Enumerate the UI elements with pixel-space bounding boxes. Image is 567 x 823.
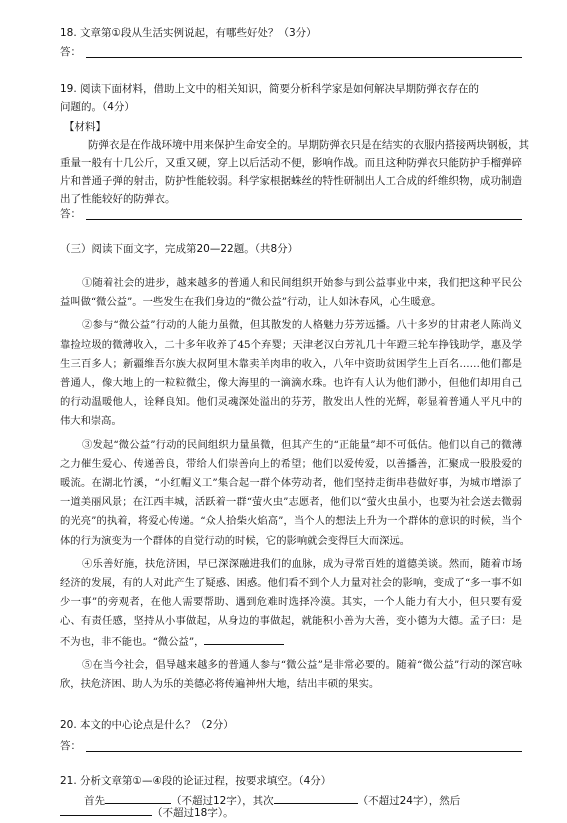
limit-1: （不超过12字），其次 (171, 795, 274, 807)
article-paragraph-1: ①随着社会的进步，越来越多的普通人和民间组织开始参与到公益事业中来，我们把这种平民公益叫做“微公益”。一些发生在我们身边的“微公益”行动，让人如沐春风，心生暖意。 (60, 277, 522, 309)
blank-3[interactable] (60, 803, 152, 816)
limit-3: （不超过18字）。 (152, 807, 234, 819)
fill-blank[interactable] (204, 632, 284, 645)
article (60, 274, 522, 694)
material-text (60, 136, 530, 208)
material-label: 【材料】 (64, 121, 106, 133)
question-21-fill-row2 (60, 803, 530, 823)
first-label: 首先 (84, 795, 105, 807)
answer-label: 答： (60, 208, 81, 220)
section-heading: （三）阅读下面文字，完成第20—22题。（共8分） (60, 243, 299, 255)
answer-18 (60, 44, 522, 60)
article-paragraph-4 (60, 555, 522, 652)
answer-19 (60, 206, 522, 222)
answer-line[interactable] (86, 219, 522, 220)
article-paragraph-2: ②参与“微公益”行动的人能力虽微，但其散发的人格魅力芬芳远播。八十多岁的甘肃老人陈尚义靠捡垃圾的微薄收入，二十多年收养了45个弃婴；天津老汉白芳礼几十年蹬三轮车挣钱助学，惠及学生三百多人；新疆维吾尔族大叔阿里木靠卖羊肉串的收入，八年中资助贫困学生上百名……他们都是普通人，像大地上的一粒粒微尘，像大海里的一滴滴水珠。也许有人认为他们渺小，但他们却用自己的行动温暖他人，诠释良知。他们灵魂深处溢出的芬芳，散发出人性的光辉，彰显着普通人平凡中的伟大和崇高。 (60, 319, 522, 428)
answer-label: 答： (60, 46, 81, 58)
question-20: 20. 本文的中心论点是什么？（2分） (60, 719, 234, 731)
paragraph-4-text: ④乐善好施，扶危济困，早已深深融进我们的血脉，成为寻常百姓的道德美谈。然而，随着市场经济的发展，有的人对此产生了疑惑、困惑。他们看不到个人力量对社会的影响，变成了“多一事不如少一事”的旁观者，在他人需要帮助、遇到危难时选择冷漠。其实，一个人能力有大小，但只要有爱心、有责任感，坚持从小事做起，从身边的事做起，就能积小善为大善，变小德为大德。孟子曰：是不为也，非不能也。“微公益”， (60, 557, 522, 648)
question-19-line2: 问题的。（4分） (60, 101, 135, 113)
question-18: 18. 文章第①段从生活实例说起，有哪些好处？（3分） (60, 27, 317, 39)
limit-2: （不超过24字），然后 (357, 795, 461, 807)
answer-20 (60, 738, 522, 754)
answer-line[interactable] (86, 751, 522, 752)
article-paragraph-3: ③发起“微公益”行动的民间组织力量虽微，但其产生的“正能量”却不可低估。他们以自己的微薄之力催生爱心、传递善良，带给人们崇善向上的希望；他们以爱传爱，以善播善，汇聚成一股股爱的暖流。在湖北竹溪，“小红帽义工”集合起一群个体劳动者，他们坚持走街串巷做好事，为城市增添了一道美丽风景；在江西丰城，活跃着一群“萤火虫”志愿者，他们以“萤火虫虽小，也要为社会送去微弱的光亮”的执着，将爱心传递。“众人拾柴火焰高”，当个人的想法上升为一个群体的意识的时候，当个体的行为演变为一个群体的自觉行动的时候，它的影响就会变得巨大而深远。 (60, 438, 522, 547)
article-paragraph-5: ⑤在当今社会，倡导越来越多的普通人参与“微公益”是非常必要的。随着“微公益”行动的深宫咏欣，扶危济困、助人为乐的美德必将传遍神州大地，结出丰硕的果实。 (60, 658, 522, 691)
question-19-line1: 19. 阅读下面材料，借助上文中的相关知识，简要分析科学家是如何解决早期防弹衣存在的 (60, 83, 480, 95)
answer-label: 答： (60, 740, 81, 752)
answer-line[interactable] (86, 57, 522, 58)
material-paragraph: 防弹衣是在作战环境中用来保护生命安全的。早期防弹衣只是在结实的衣服内搭接两块钢板，其重量一般有十几公斤，又重又硬，穿上以后活动不便，影响作战。而且这种防弹衣只能防护手榴弹碎片和普通子弹的射击，防护性能较弱。科学家根据蛛丝的特性研制出人工合成的纤维织物，成功制造出了性能较好的防弹衣。 (60, 139, 529, 205)
question-21: 21. 分析文章第①—④段的论证过程，按要求填空。（4分） (60, 775, 332, 787)
